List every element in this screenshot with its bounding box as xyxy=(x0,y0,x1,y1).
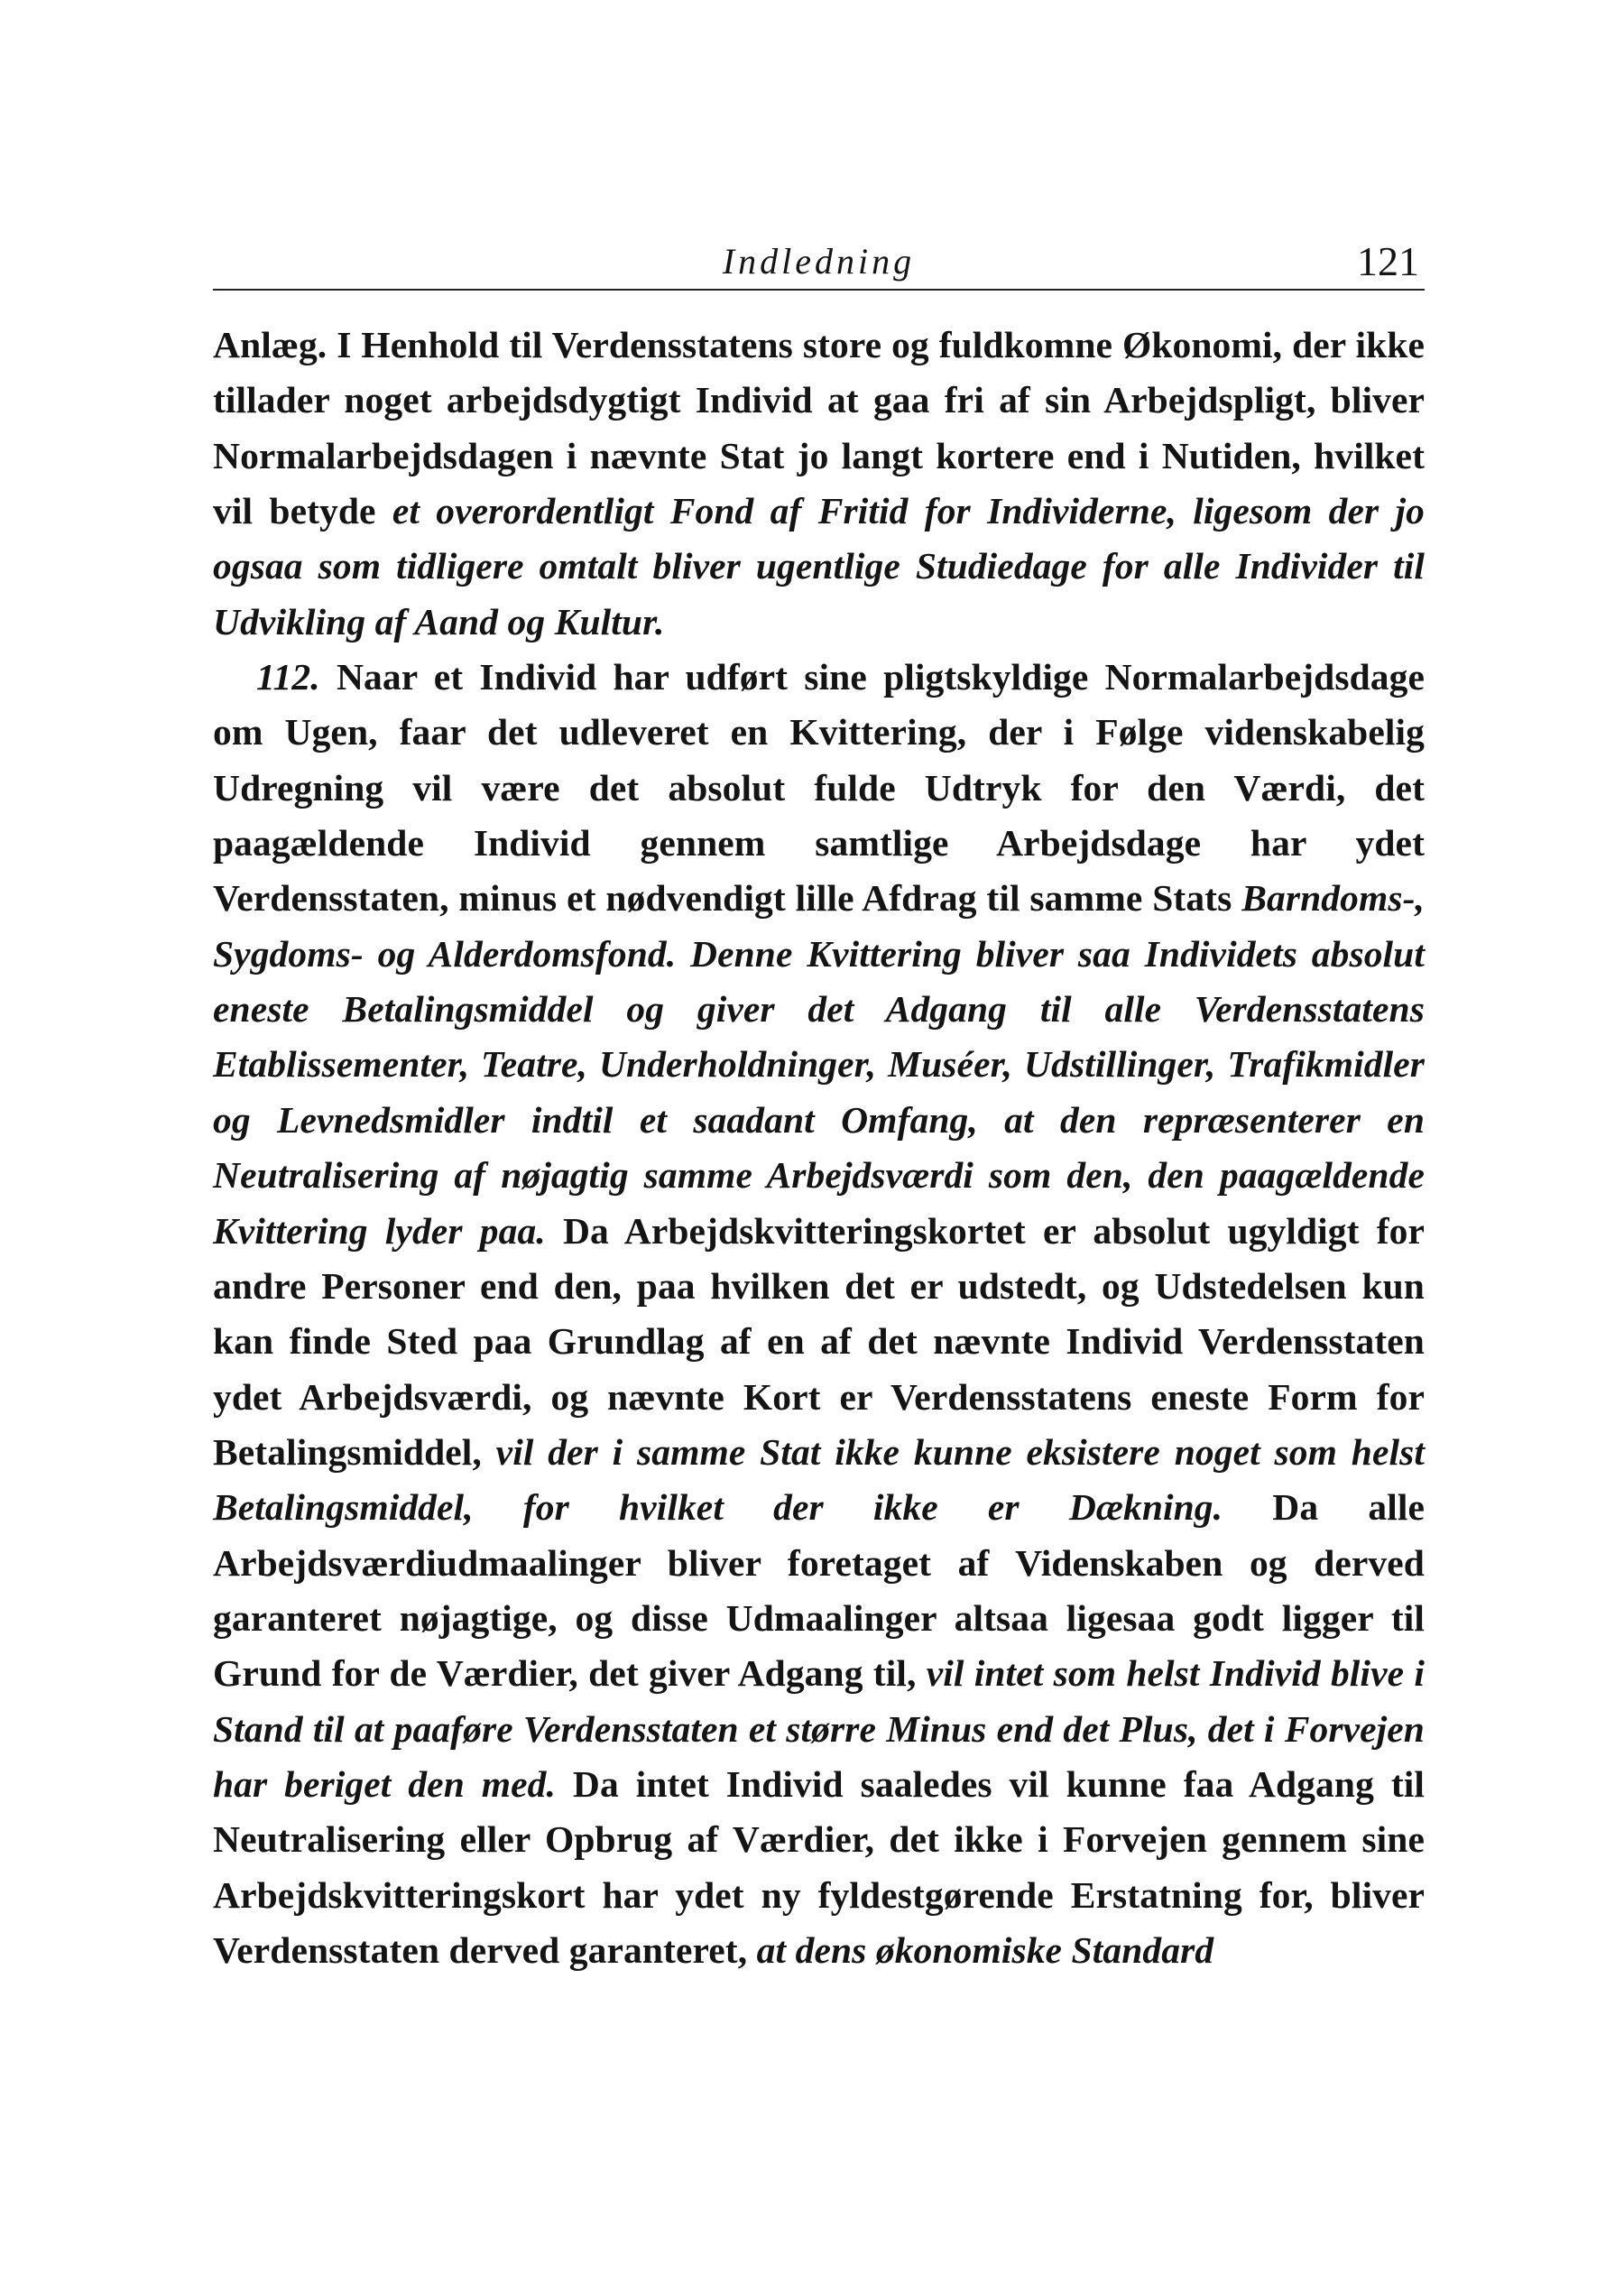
italic-run: at dens økonomiske Standard xyxy=(756,1928,1214,1971)
italic-run: vil intet som helst Individ blive i Stand til at paaføre Verdensstaten et større Minus end det Plus, det i Forvejen har beriget den med. xyxy=(213,1652,1425,1805)
italic-run: Barndoms-, Sygdoms- og Alderdomsfond. Denne Kvittering bliver saa Individets absolut eneste Betalingsmiddel og giver det Adgang til alle Verdensstatens Etablissementer, Teatre, Underholdninger, Muséer, Udstillinger, Trafikmidler og Levnedsmidler indtil et saadant Omfang, at den repræsenterer en Neutralisering af nøjagtig samme Arbejdsværdi som den, den paagældende Kvittering lyder paa. xyxy=(213,877,1425,1252)
text-run: Da intet Individ saaledes vil kunne faa Adgang til Neutralisering eller Opbrug af Værdier, det ikke i Forvejen gennem sine Arbejdskvitteringskort har ydet ny fyldestgørende Erstatning for, bliver Verdensstaten derved garanteret, xyxy=(213,1762,1425,1971)
section-number: 112. xyxy=(256,656,337,698)
body-text xyxy=(213,318,1425,1978)
text-run: Anlæg. I Henhold til Verdensstatens store og fuldkomne Økonomi, der ikke tillader noget arbejdsdygtigt Individ at gaa fri af sin Arbejdspligt, bliver Normalarbejdsdagen i nævnte Stat jo langt kortere end i Nutiden, hvilket vil betyde xyxy=(213,324,1425,532)
page-header xyxy=(213,236,1425,287)
italic-run: vil der i samme Stat ikke kunne eksistere noget som helst Betalingsmiddel, for hvilket der ikke er Dækning. xyxy=(213,1430,1425,1529)
text-run: Da alle Arbejdsværdiudmaalinger bliver foretaget af Videnskaben og derved garanteret nøjagtige, og disse Udmaalinger altsaa ligesaa godt ligger til Grund for de Værdier, det giver Adgang til, xyxy=(213,1486,1426,1695)
text-run: Da Arbejdskvitteringskortet er absolut ugyldigt for andre Personer end den, paa hvilken det er udstedt, og Udstedelsen kun kan finde Sted paa Grundlag af en af det nævnte Individ Verdensstaten ydet Arbejdsværdi, og nævnte Kort er Verdensstatens eneste Form for Betalingsmiddel, xyxy=(213,1209,1425,1473)
header-rule xyxy=(213,289,1425,291)
page-number: 121 xyxy=(1357,238,1419,284)
paragraph-2 xyxy=(213,650,1425,1978)
italic-run: et overordentligt Fond af Fritid for Individerne, ligesom der jo ogsaa som tidligere omtalt bliver ugentlige Studiedage for alle Individer til Udvikling af Aand og Kultur. xyxy=(213,490,1426,643)
paragraph-1 xyxy=(213,318,1425,650)
text-run: Naar et Individ har udført sine pligtskyldige Normalarbejdsdage om Ugen, faar det udleveret en Kvittering, der i Følge videnskabelig Udregning vil være det absolut fulde Udtryk for den Værdi, det paagældende Individ gennem samtlige Arbejdsdage har ydet Verdensstaten, minus et nødvendigt lille Afdrag til samme Stats xyxy=(213,656,1425,920)
running-title: Indledning xyxy=(722,241,916,282)
